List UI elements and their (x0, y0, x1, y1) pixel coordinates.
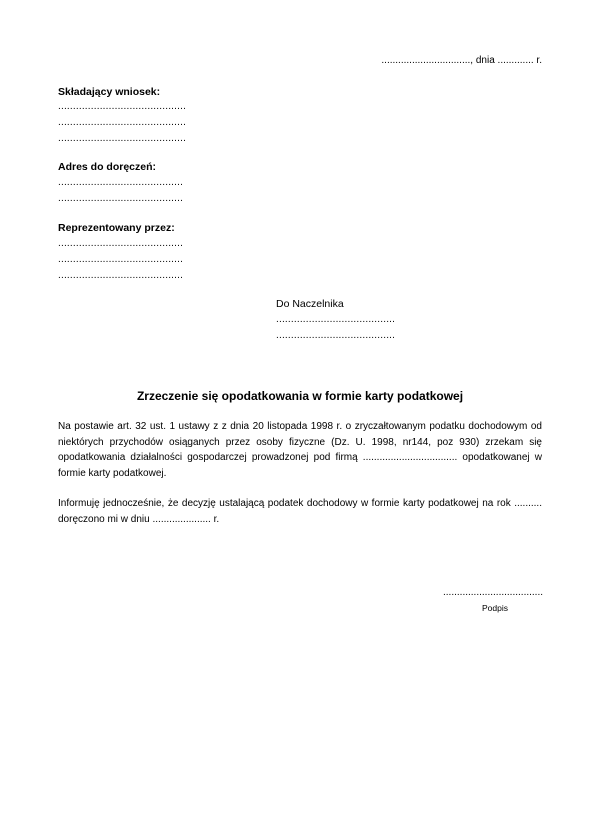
represented-by-line: .......................................... (58, 238, 184, 249)
recipient-line: ........................................ (276, 314, 396, 325)
recipient-line: ........................................ (276, 330, 396, 341)
represented-by-line: .......................................... (58, 254, 184, 265)
delivery-address-line: .......................................... (58, 177, 184, 188)
body-paragraph-renunciation: Na postawie art. 32 ust. 1 ustawy z z dnia 20 listopada 1998 r. o zryczałtowanym podatku dochodowym od niektórych przychodów osiąganych przez osoby fizyczne (Dz. U. 1998, nr144, poz 930) zrzekam się opodatkowania działalności gospodarczej prowadzonej pod firmą .................................. opodatkowanej w formie karty podatkowej. (58, 421, 542, 479)
delivery-address-line: .......................................... (58, 193, 184, 204)
recipient-block (276, 296, 395, 344)
represented-by-label: Reprezentowany przez: (58, 222, 175, 234)
body-paragraph-notification: Informuję jednocześnie, że decyzję ustalającą podatek dochodowy w formie karty podatkowej na rok .......... doręczono mi w dniu ..................... r. (58, 498, 542, 525)
signature-line: .................................... (443, 587, 544, 598)
applicant-line: ........................................... (58, 133, 187, 144)
document-title: Zrzeczenie się opodatkowania w formie karty podatkowej (136, 389, 464, 403)
place-and-date-line: ................................, dnia ............. r. (381, 55, 542, 66)
applicant-label: Składający wniosek: (58, 86, 161, 98)
delivery-address-fields (58, 175, 183, 207)
signature-label: Podpis (482, 603, 508, 613)
applicant-line: ........................................... (58, 117, 187, 128)
applicant-fields (58, 99, 186, 147)
delivery-address-label: Adres do doręczeń: (58, 161, 157, 173)
recipient-heading: Do Naczelnika (276, 298, 344, 310)
represented-by-fields (58, 236, 183, 284)
represented-by-line: .......................................... (58, 270, 184, 281)
applicant-line: ........................................... (58, 101, 187, 112)
